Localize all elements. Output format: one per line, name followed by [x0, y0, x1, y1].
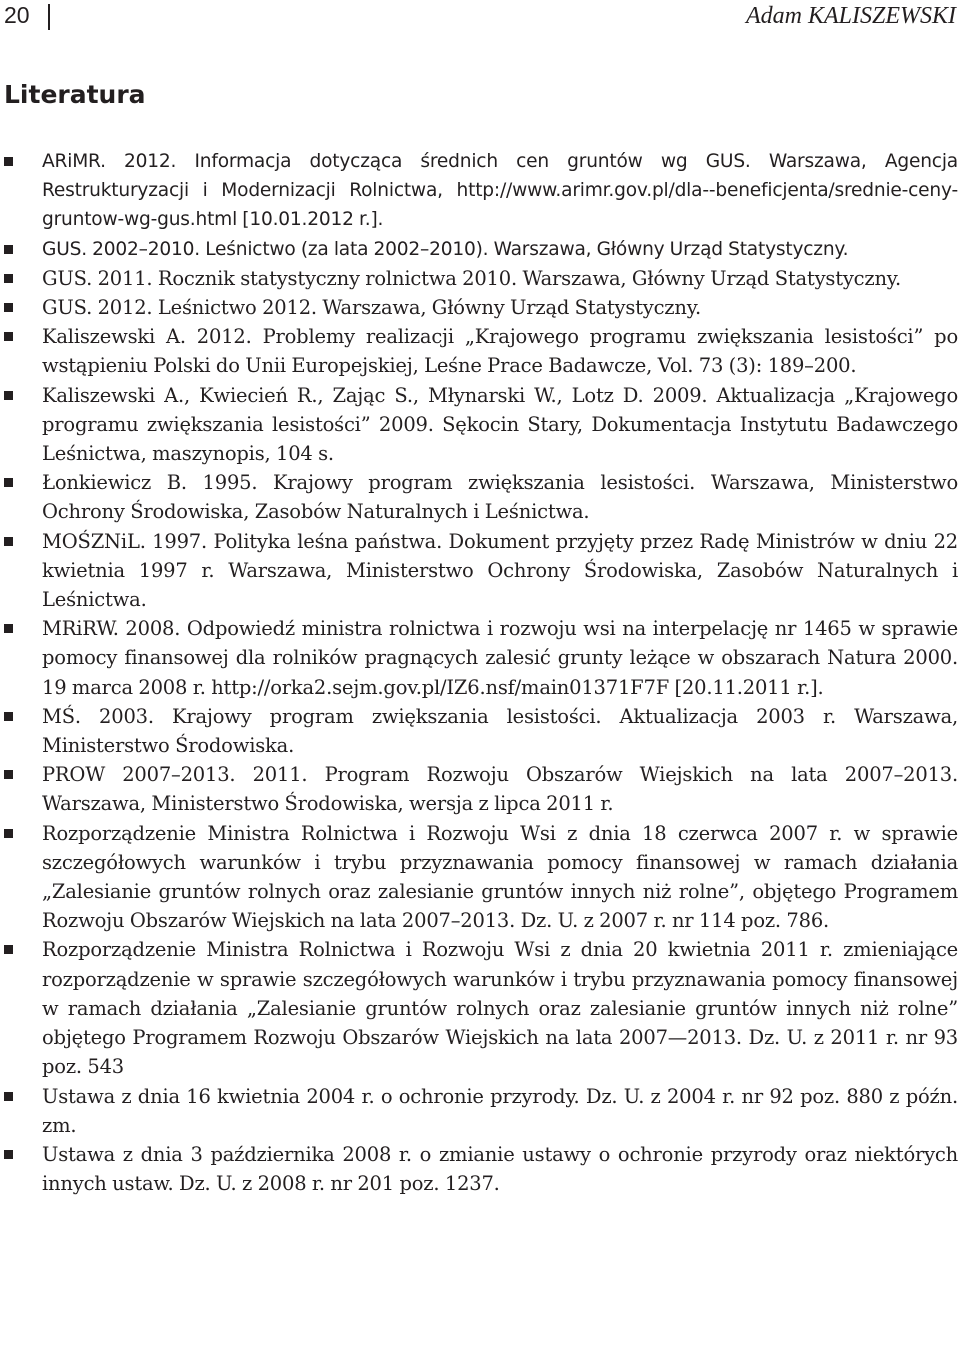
square-bullet-icon	[4, 157, 13, 166]
reference-item	[0, 935, 960, 1081]
reference-text: MOŚZNiL. 1997. Polityka leśna państwa. Dokument przyjęty przez Radę Ministrów w dniu 22 kwietnia 1997 r. Warszawa, Ministerstwo Ochrony Środowiska, Zasobów Naturalnych i Leśnictwa.	[42, 529, 958, 612]
reference-item	[0, 381, 960, 469]
reference-item	[0, 527, 960, 615]
square-bullet-icon	[4, 1150, 13, 1159]
reference-text: Ustawa z dnia 3 października 2008 r. o zmianie ustawy o ochronie przyrody oraz niektórych innych ustaw. Dz. U. z 2008 r. nr 201 poz. 1237.	[42, 1142, 958, 1196]
reference-item	[0, 614, 960, 702]
square-bullet-icon	[4, 770, 13, 779]
reference-text: Ustawa z dnia 16 kwietnia 2004 r. o ochronie przyrody. Dz. U. z 2004 r. nr 92 poz. 880 z późn. zm.	[42, 1084, 958, 1137]
reference-text: GUS. 2011. Rocznik statystyczny rolnictwa 2010. Warszawa, Główny Urząd Statystyczny.	[42, 266, 902, 290]
reference-text: GUS. 2002–2010. Leśnictwo (za lata 2002–2010). Warszawa, Główny Urząd Statystyczny.	[42, 238, 849, 260]
reference-text: MŚ. 2003. Krajowy program zwiększania lesistości. Aktualizacja 2003 r. Warszawa, Ministerstwo Środowiska.	[42, 704, 958, 758]
square-bullet-icon	[4, 245, 13, 254]
reference-text: MRiRW. 2008. Odpowiedź ministra rolnictwa i rozwoju wsi na interpelację nr 1465 w sprawie pomocy finansowej dla rolników pragnących zalesić grunty leżące w obszarach Natura 2000. 19 marca 2008 r. http://orka2.sejm.gov.pl/IZ6.nsf/main01371F7F [20.11.2011 r.].	[42, 617, 958, 699]
square-bullet-icon	[4, 829, 13, 838]
reference-item	[0, 819, 960, 936]
square-bullet-icon	[4, 303, 13, 312]
square-bullet-icon	[4, 332, 13, 341]
header-divider	[48, 4, 50, 30]
reference-text: PROW 2007–2013. 2011. Program Rozwoju Obszarów Wiejskich na lata 2007–2013. Warszawa, Ministerstwo Środowiska, wersja z lipca 2011 r.	[42, 763, 958, 816]
reference-item	[0, 264, 960, 293]
square-bullet-icon	[4, 274, 13, 283]
reference-text: GUS. 2012. Leśnictwo 2012. Warszawa, Główny Urząd Statystyczny.	[42, 296, 701, 320]
reference-item	[0, 760, 960, 818]
reference-item	[0, 235, 960, 264]
square-bullet-icon	[4, 391, 13, 400]
reference-item	[0, 1140, 960, 1198]
reference-text: Kaliszewski A., Kwiecień R., Zając S., Młynarski W., Lotz D. 2009. Aktualizacja „Krajowego programu zwiększania lesistości” 2009. Sękocin Stary, Dokumentacja Instytutu Badawczego Leśnictwa, maszynopis, 104 s.	[42, 383, 958, 466]
square-bullet-icon	[4, 712, 13, 721]
reference-item	[0, 147, 960, 235]
square-bullet-icon	[4, 945, 13, 954]
reference-item	[0, 1082, 960, 1140]
reference-item	[0, 293, 960, 322]
reference-item	[0, 468, 960, 526]
reference-text: Rozporządzenie Ministra Rolnictwa i Rozwoju Wsi z dnia 18 czerwca 2007 r. w sprawie szczegółowych warunków i trybu przyznawania pomocy finansowej w ramach działania „Zalesianie gruntów rolnych oraz zalesianie gruntów innych niż rolne”, objętego Programem Rozwoju Obszarów Wiejskich na lata 2007–2013. Dz. U. z 2007 r. nr 114 poz. 786.	[42, 821, 958, 933]
reference-text: Kaliszewski A. 2012. Problemy realizacji „Krajowego programu zwiększania lesistości” po wstąpieniu Polski do Unii Europejskiej, Leśne Prace Badawcze, Vol. 73 (3): 189–200.	[42, 325, 958, 378]
reference-text: Rozporządzenie Ministra Rolnictwa i Rozwoju Wsi z dnia 20 kwietnia 2011 r. zmieniające rozporządzenie w sprawie szczegółowych warunków i trybu przyznawania pomocy finansowej w ramach działania „Zalesianie gruntów rolnych oraz zalesianie gruntów innych niż rolne” objętego Programem Rozwoju Obszarów Wiejskich na lata 2007—2013. Dz. U. z 2011 r. nr 93 poz. 543	[42, 938, 958, 1079]
square-bullet-icon	[4, 537, 13, 546]
reference-text: ARiMR. 2012. Informacja dotycząca średnich cen gruntów wg GUS. Warszawa, Agencja Restrukturyzacji i Modernizacji Rolnictwa, http://www.arimr.gov.pl/dla--beneficjenta/srednie-ceny-gruntow-wg-gus.html [10.01.2012 r.].	[42, 151, 958, 231]
running-header-author: Adam KALISZEWSKI	[746, 3, 956, 29]
square-bullet-icon	[4, 478, 13, 487]
reference-list	[0, 147, 960, 1198]
reference-item	[0, 702, 960, 760]
page-number: 20	[4, 2, 30, 28]
square-bullet-icon	[4, 624, 13, 633]
section-title: Literatura	[4, 80, 146, 109]
square-bullet-icon	[4, 1092, 13, 1101]
reference-item	[0, 322, 960, 380]
reference-text: Łonkiewicz B. 1995. Krajowy program zwiększania lesistości. Warszawa, Ministerstwo Ochrony Środowiska, Zasobów Naturalnych i Leśnictwa.	[42, 471, 958, 524]
